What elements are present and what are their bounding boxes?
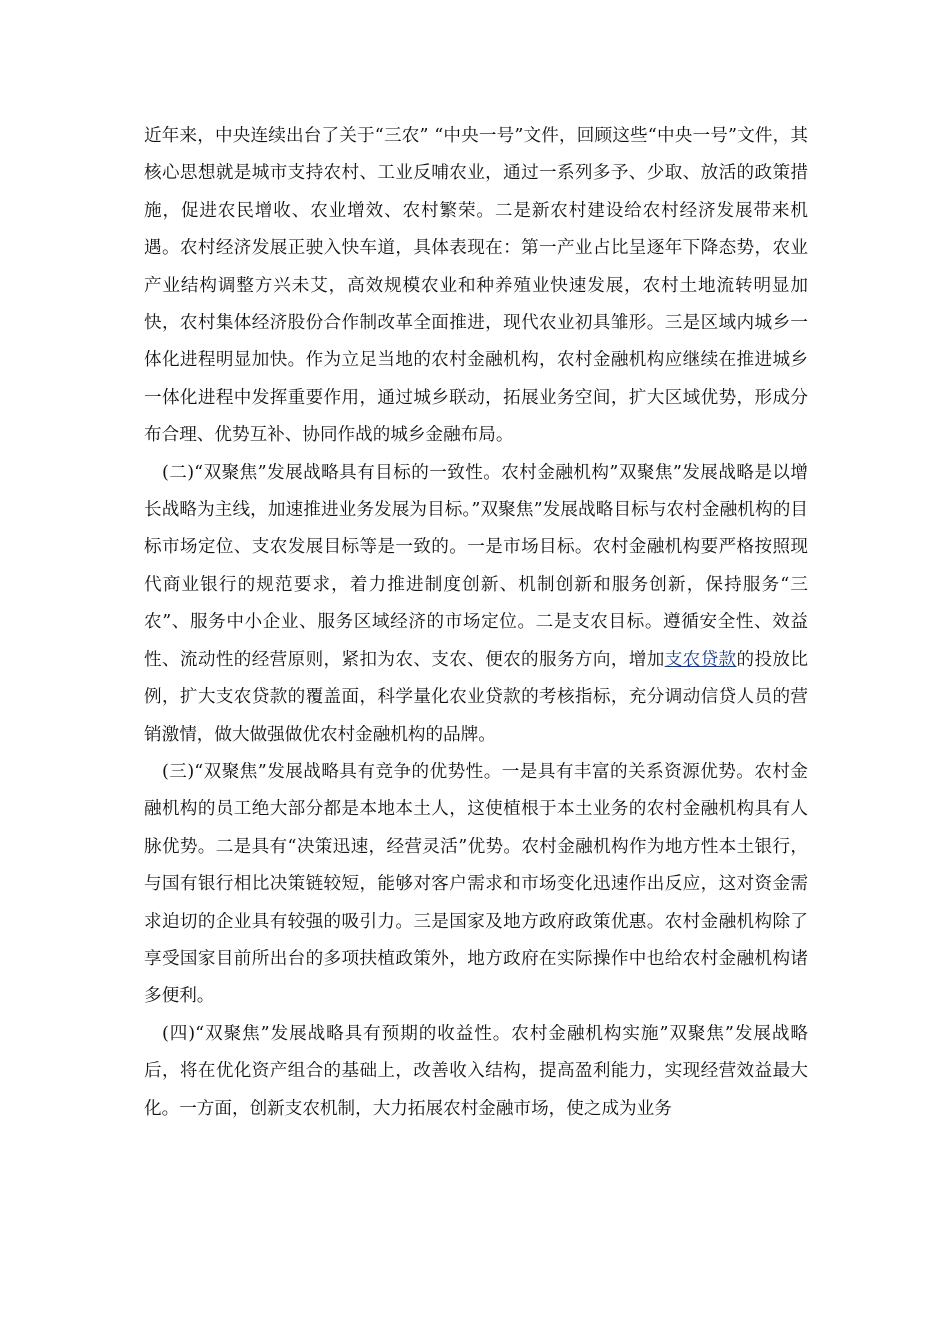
- paragraph-3: (三)“双聚焦”发展战略具有竞争的优势性。一是具有丰富的关系资源优势。农村金融机构的员工绝大部分都是本地本土人，这使植根于本土业务的农村金融机构具有人脉优势。二是具有“决策迅速，经营灵活”优势。农村金融机构作为地方性本土银行，与国有银行相比决策链较短，能够对客户需求和市场变化迅速作出反应，这对资金需求迫切的企业具有较强的吸引力。三是国家及地方政府政策优惠。农村金融机构除了享受国家目前所出台的多项扶植政策外，地方政府在实际操作中也给农村金融机构诸多便利。: [144, 761, 808, 1007]
- paragraph-1: 近年来，中央连续出台了关于“三农” “中央一号”文件，回顾这些“中央一号”文件，其核心思想就是城市支持农村、工业反哺农业，通过一系列多予、少取、放活的政策措施，促进农民增收、农业增效、农村繁荣。二是新农村建设给农村经济发展带来机遇。农村经济发展正驶入快车道，具体表现在：第一产业占比呈逐年下降态势，农业产业结构调整方兴未艾，高效规模农业和种养殖业快速发展，农村土地流转明显加快，农村集体经济股份合作制改革全面推进，现代农业初具雏形。三是区域内城乡一体化进程明显加快。作为立足当地的农村金融机构，农村金融机构应继续在推进城乡一体化进程中发挥重要作用，通过城乡联动，拓展业务空间，扩大区域优势，形成分布合理、优势互补、协同作战的城乡金融布局。: [144, 126, 808, 446]
- loan-link[interactable]: 支农贷款: [664, 649, 737, 670]
- paragraph-2: [144, 455, 808, 754]
- paragraph-2-text-before: (二)“双聚焦”发展战略具有目标的一致性。农村金融机构”双聚焦”发展战略是以增长战略为主线，加速推进业务发展为目标。”双聚焦”发展战略目标与农村金融机构的目标市场定位、支农发展目标等是一致的。一是市场目标。农村金融机构要严格按照现代商业银行的规范要求，着力推进制度创新、机制创新和服务创新，保持服务“三农”、服务中小企业、服务区域经济的市场定位。二是支农目标。遵循安全性、效益性、流动性的经营原则，紧扣为农、支农、便农的服务方向，增加: [144, 462, 808, 670]
- paragraph-2-text-after: 的投放比例，扩大支农贷款的覆盖面，科学量化农业贷款的考核指标，充分调动信贷人员的营销激情，做大做强做优农村金融机构的品牌。: [144, 649, 808, 745]
- paragraph-4: (四)“双聚焦”发展战略具有预期的收益性。农村金融机构实施”双聚焦”发展战略后，将在优化资产组合的基础上，改善收入结构，提高盈利能力，实现经营效益最大化。一方面，创新支农机制，大力拓展农村金融市场，使之成为业务: [144, 1023, 808, 1119]
- document-body: [144, 118, 808, 1128]
